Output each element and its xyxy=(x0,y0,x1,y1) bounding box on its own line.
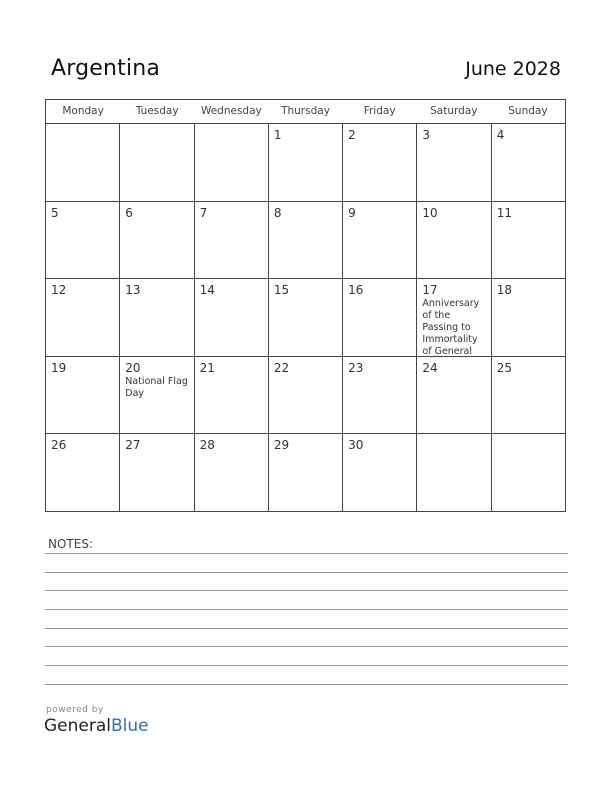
day-number: 28 xyxy=(199,438,215,452)
day-cell xyxy=(120,202,194,279)
day-cell xyxy=(46,434,120,512)
day-number: 17 xyxy=(422,283,438,297)
weekday-tuesday: Tuesday xyxy=(135,105,179,117)
day-number: 9 xyxy=(348,205,356,220)
week-row-5 xyxy=(46,434,565,512)
day-number: 19 xyxy=(51,360,67,375)
day-cell xyxy=(343,434,417,512)
notes-line xyxy=(45,609,568,610)
day-number: 29 xyxy=(273,438,290,452)
day-number: 2 xyxy=(348,128,356,142)
day-number: 14 xyxy=(199,283,215,297)
day-number: 23 xyxy=(348,360,364,375)
weekday-monday: Monday xyxy=(62,105,104,117)
day-cell xyxy=(195,124,269,201)
day-number: 16 xyxy=(348,283,364,297)
day-cell xyxy=(343,357,417,434)
day-cell xyxy=(343,124,417,201)
day-number: 10 xyxy=(422,205,438,220)
day-number: 11 xyxy=(496,205,512,220)
day-cell xyxy=(492,202,565,279)
day-cell xyxy=(417,434,491,512)
weekday-thursday: Thursday xyxy=(281,105,330,117)
week-row-3 xyxy=(46,279,565,357)
weekday-sunday: Sunday xyxy=(508,105,548,117)
week-row-4 xyxy=(46,357,565,435)
week-row-2 xyxy=(46,202,565,280)
day-number: 30 xyxy=(348,438,364,452)
notes-line xyxy=(45,572,568,573)
brand-general: General xyxy=(44,716,111,736)
weekday-wednesday: Wednesday xyxy=(200,105,262,117)
day-number: 18 xyxy=(496,283,512,297)
day-cell xyxy=(195,434,269,512)
calendar-grid xyxy=(45,99,566,512)
day-number: 27 xyxy=(125,438,141,452)
day-cell xyxy=(195,279,269,356)
weekday-saturday: Saturday xyxy=(430,105,478,117)
day-number: 13 xyxy=(125,283,141,297)
day-cell xyxy=(492,124,565,201)
day-number: 22 xyxy=(273,360,290,375)
brand-blue: Blue xyxy=(111,716,149,736)
day-cell xyxy=(46,202,120,279)
day-cell xyxy=(492,279,565,356)
day-number: 3 xyxy=(422,128,431,142)
notes-label: NOTES: xyxy=(48,537,93,551)
notes-line xyxy=(45,553,568,554)
day-cell xyxy=(417,202,491,279)
month-year-title: June 2028 xyxy=(465,58,561,80)
day-cell xyxy=(417,357,491,434)
day-cell xyxy=(269,357,343,434)
day-number: 5 xyxy=(51,205,59,220)
day-cell xyxy=(269,434,343,512)
day-cell xyxy=(46,357,120,434)
day-cell xyxy=(120,124,194,201)
holiday-label: Anniversary of the Passing to Immortality of General xyxy=(422,298,480,356)
day-cell xyxy=(343,279,417,356)
day-number: 20 xyxy=(125,360,141,375)
day-number: 25 xyxy=(496,360,512,375)
day-cell xyxy=(120,434,194,512)
day-number: 26 xyxy=(51,438,67,452)
day-number: 24 xyxy=(422,360,438,375)
day-cell xyxy=(120,279,194,356)
day-cell xyxy=(120,357,194,434)
notes-line xyxy=(45,665,568,666)
day-cell xyxy=(417,124,491,201)
day-number: 12 xyxy=(51,283,67,297)
day-number: 7 xyxy=(199,205,208,220)
day-number: 8 xyxy=(273,205,282,220)
notes-line xyxy=(45,646,568,647)
day-number: 4 xyxy=(496,128,505,142)
day-cell xyxy=(269,202,343,279)
day-number: 15 xyxy=(273,283,290,297)
notes-line xyxy=(45,590,568,591)
day-cell xyxy=(343,202,417,279)
day-cell xyxy=(195,357,269,434)
week-row-1 xyxy=(46,124,565,202)
day-cell xyxy=(492,434,565,512)
holiday-label: National Flag Day xyxy=(125,375,188,399)
weekday-header-row xyxy=(46,100,565,124)
powered-by-text: powered by xyxy=(46,705,104,715)
day-cell xyxy=(46,124,120,201)
weekday-friday: Friday xyxy=(363,105,396,117)
day-cell xyxy=(195,202,269,279)
notes-line xyxy=(45,684,568,685)
day-cell xyxy=(269,279,343,356)
country-title: Argentina xyxy=(51,56,161,81)
day-cell xyxy=(492,357,565,434)
day-number: 1 xyxy=(273,128,282,142)
day-cell xyxy=(417,279,491,356)
notes-line xyxy=(45,628,568,629)
day-number: 21 xyxy=(199,360,215,375)
day-number: 6 xyxy=(125,205,133,220)
day-cell xyxy=(269,124,343,201)
day-cell xyxy=(46,279,120,356)
generalblue-logo xyxy=(44,716,149,736)
